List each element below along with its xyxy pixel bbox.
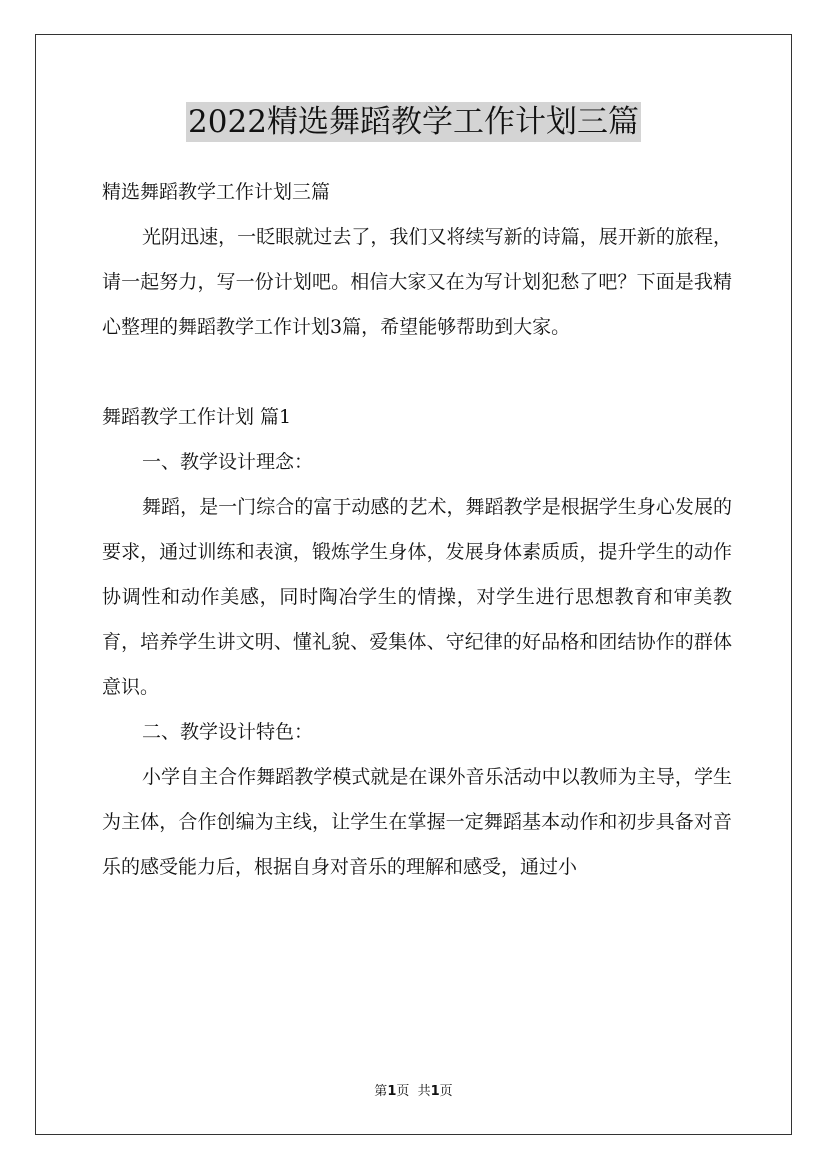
intro-paragraph: 光阴迅速，一眨眼就过去了，我们又将续写新的诗篇，展开新的旅程，请一起努力，写一份计划吧。相信大家又在为写计划犯愁了吧？下面是我精心整理的舞蹈教学工作计划3篇，希望能够帮助到大家。 bbox=[102, 226, 732, 338]
subheading-teaching-features: 二、教学设计特色： bbox=[142, 721, 314, 743]
footer-page-total: 1 bbox=[430, 1084, 440, 1099]
page-footer bbox=[0, 1083, 827, 1101]
subtitle-paragraph: 精选舞蹈教学工作计划三篇 bbox=[102, 181, 331, 203]
section-heading: 舞蹈教学工作计划 篇1 bbox=[102, 406, 292, 428]
document-body bbox=[102, 170, 732, 890]
footer-suffix: 页 bbox=[439, 1084, 453, 1099]
footer-mid: 页 共 bbox=[396, 1084, 431, 1099]
title-container bbox=[0, 102, 827, 142]
subheading-teaching-concept: 一、教学设计理念： bbox=[142, 451, 314, 473]
document-title: 2022精选舞蹈教学工作计划三篇 bbox=[188, 104, 639, 140]
spacer bbox=[102, 350, 732, 395]
footer-prefix: 第 bbox=[374, 1084, 388, 1099]
features-paragraph: 小学自主合作舞蹈教学模式就是在课外音乐活动中以教师为主导，学生为主体，合作创编为主线，让学生在掌握一定舞蹈基本动作和初步具备对音乐的感受能力后，根据自身对音乐的理解和感受，通过小 bbox=[102, 766, 732, 878]
concept-paragraph: 舞蹈，是一门综合的富于动感的艺术，舞蹈教学是根据学生身心发展的要求，通过训练和表演，锻炼学生身体，发展身体素质质，提升学生的动作协调性和动作美感，同时陶冶学生的情操，对学生进行思想教育和审美教育，培养学生讲文明、懂礼貌、爱集体、守纪律的好品格和团结协作的群体意识。 bbox=[102, 496, 732, 698]
footer-page-current: 1 bbox=[387, 1084, 397, 1099]
